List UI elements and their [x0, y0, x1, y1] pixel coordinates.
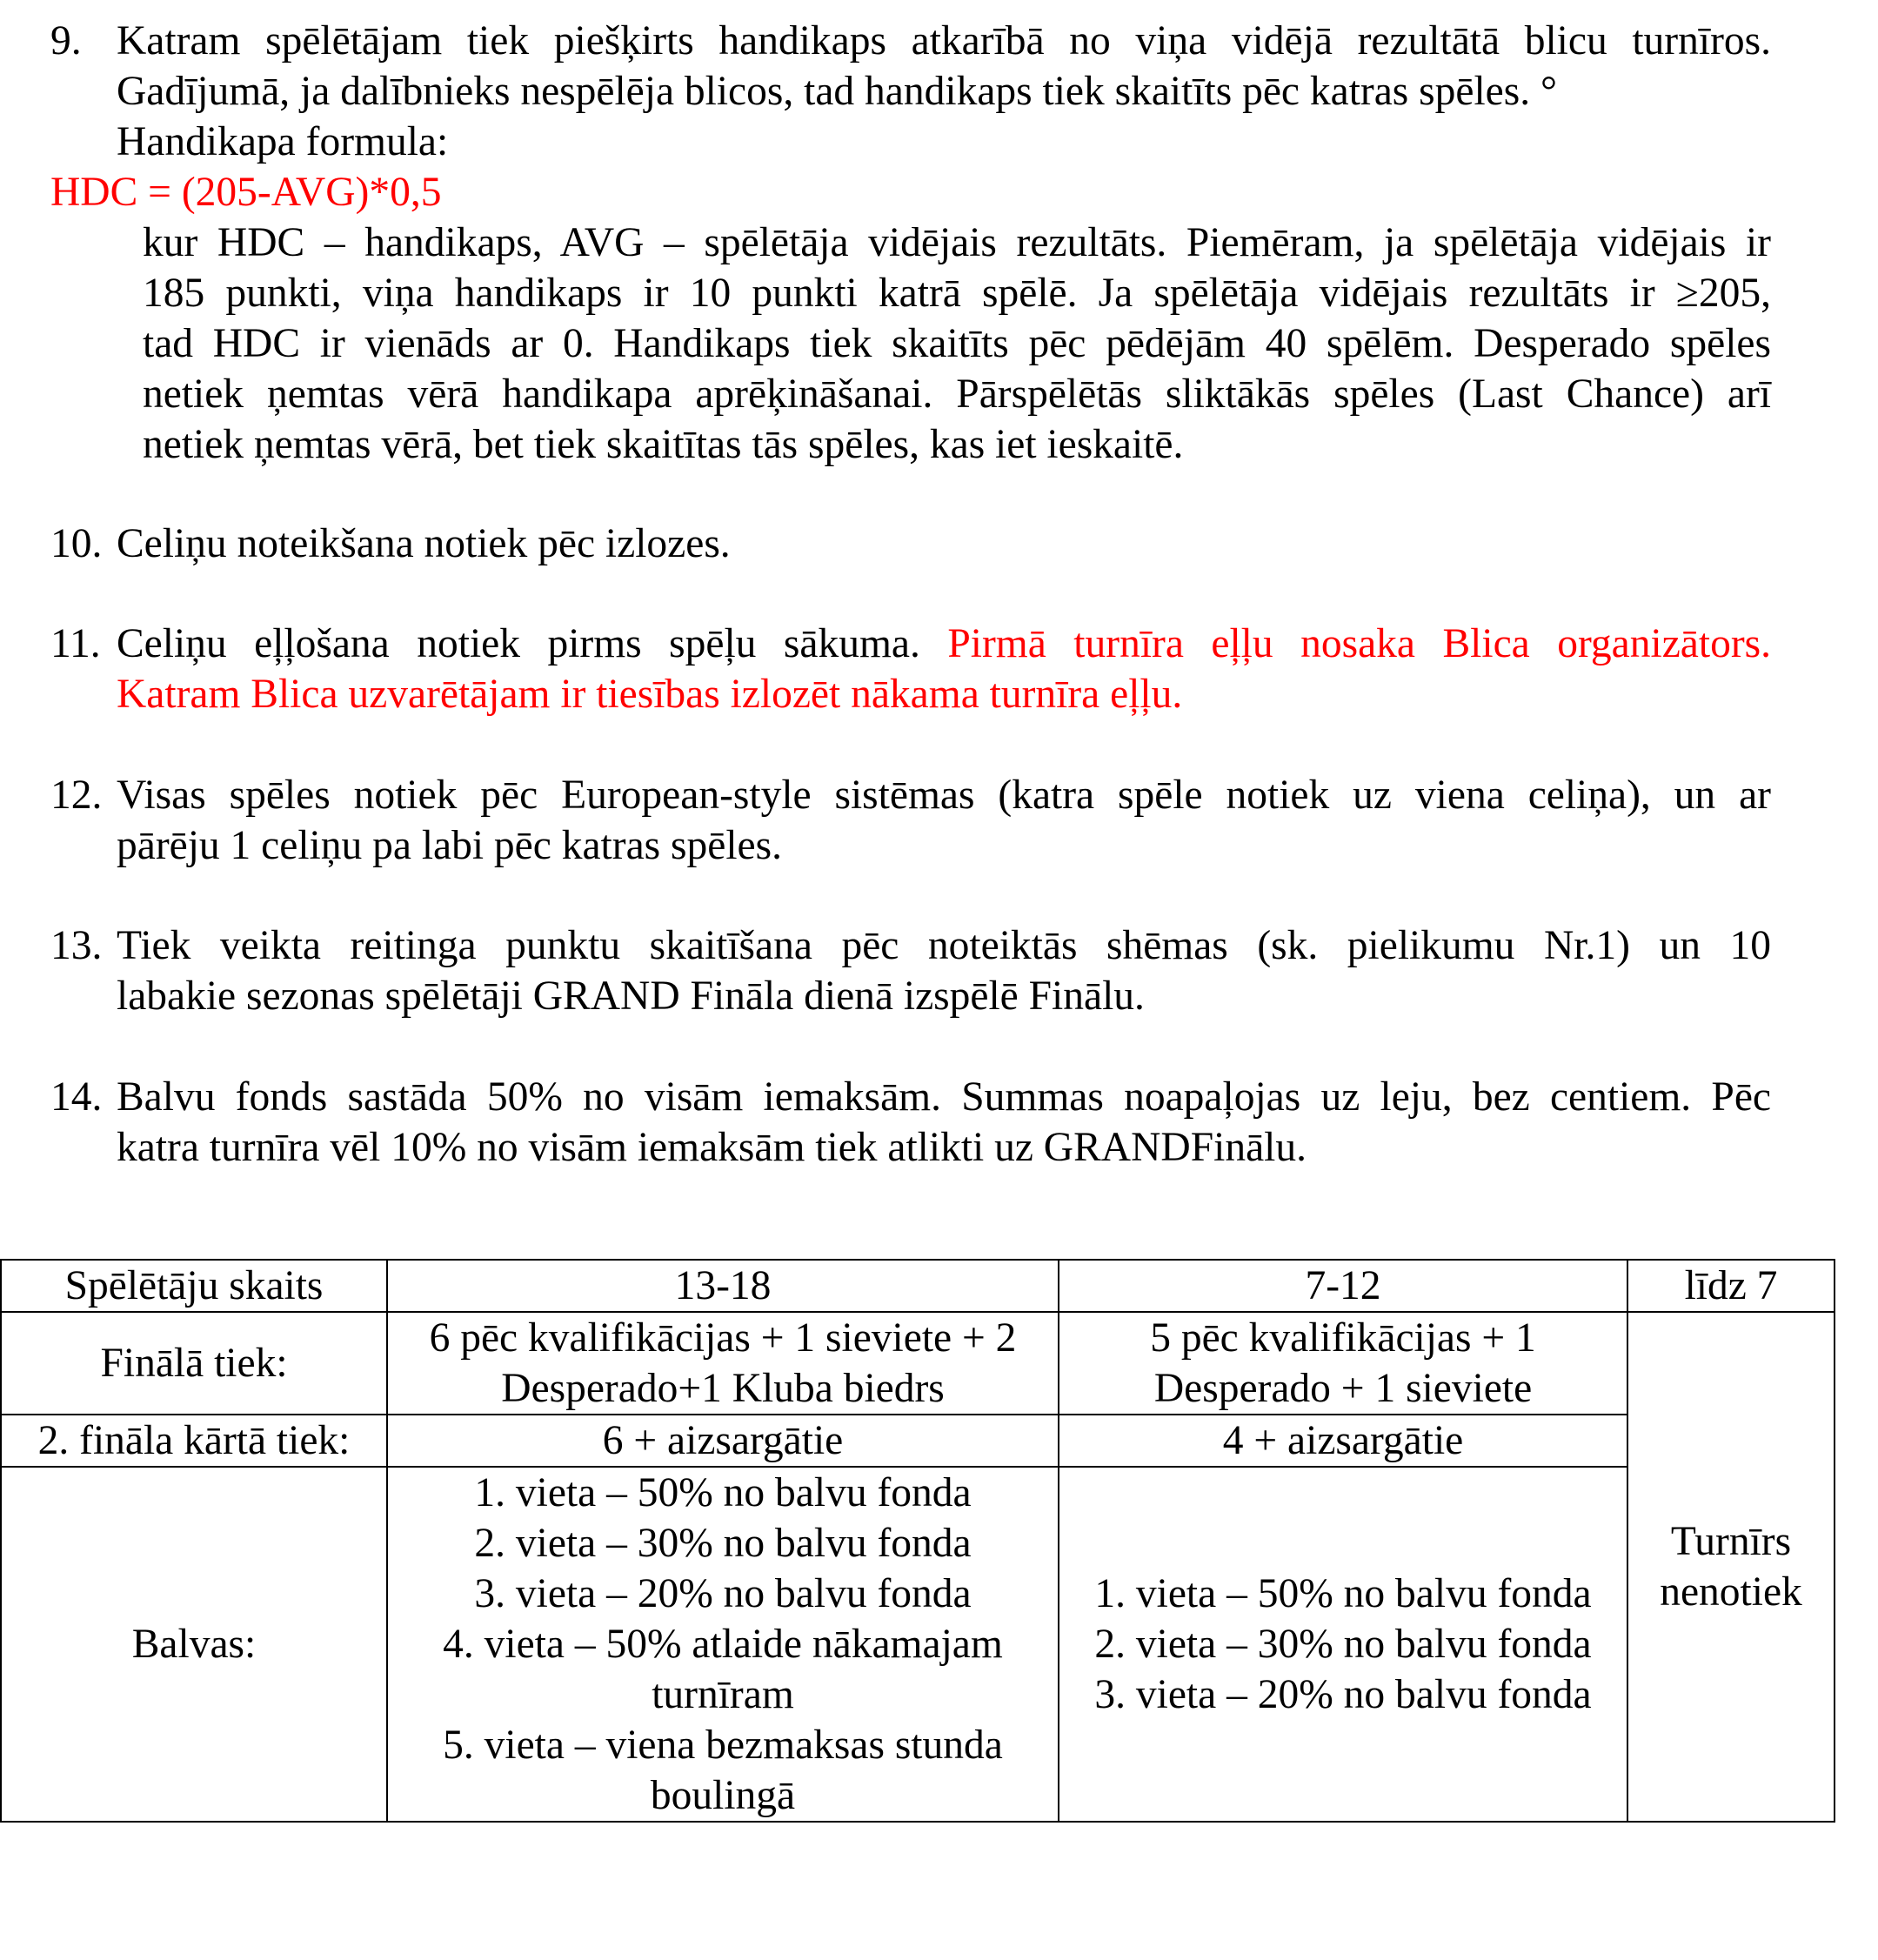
- list-item-9: [50, 16, 1771, 470]
- explanation-line: netiek ņemtas vērā, bet tiek skaitītas tās spēles, kas iet ieskaitē.: [143, 422, 1184, 467]
- list-item-10: [50, 518, 1771, 569]
- cell-line: 3. vieta – 20% no balvu fonda: [474, 1571, 972, 1616]
- item-text-red-line: Katram Blica uzvarētājam ir tiesības izlozēt nākama turnīra eļļu.: [117, 672, 1183, 717]
- item-text-line: pārēju 1 celiņu pa labi pēc katras spēles.: [117, 823, 782, 868]
- item-text-line: Visas spēles notiek pēc European-style sistēmas (katra spēle notiek uz viena celiņa), un ar: [117, 773, 1771, 818]
- cell-line: 2. vieta – 30% no balvu fonda: [1094, 1622, 1592, 1667]
- cell-line: turnīram: [652, 1672, 794, 1717]
- item-text-line: [117, 619, 1771, 669]
- header-cell: Spēlētāju skaits: [1, 1260, 387, 1312]
- item-number: 11.: [50, 621, 101, 666]
- cell-line: 1. vieta – 50% no balvu fonda: [1094, 1571, 1592, 1616]
- cell-line: 5. vieta – viena bezmaksas stunda: [443, 1723, 1003, 1768]
- cell-line: boulingā: [650, 1773, 796, 1818]
- handicap-formula: HDC = (205-AVG)*0,5: [50, 170, 442, 215]
- item-number: 9.: [50, 18, 82, 64]
- explanation-line: netiek ņemtas vērā handikapa aprēķināšanai. Pārspēlētās sliktākās spēles (Last Chance) arī: [143, 371, 1771, 417]
- list-item-12: [50, 770, 1771, 871]
- row-label: Balvas:: [1, 1467, 387, 1822]
- item-number: 14.: [50, 1074, 103, 1120]
- cell-line: Turnīrs: [1670, 1519, 1792, 1564]
- item-text-line: Tiek veikta reitinga punktu skaitīšana pēc noteiktās shēmas (sk. pielikumu Nr.1) un 10: [117, 923, 1771, 968]
- list-item-13: [50, 920, 1771, 1021]
- table-cell: [1059, 1467, 1627, 1822]
- explanation-line: tad HDC ir vienāds ar 0. Handikaps tiek skaitīts pēc pēdējām 40 spēlēm. Desperado spēles: [143, 321, 1771, 366]
- table-row-finals: [1, 1312, 1835, 1415]
- cell-line: 4. vieta – 50% atlaide nākamajam: [443, 1622, 1003, 1667]
- prize-table: [0, 1259, 1835, 1823]
- list-item-11: [50, 619, 1771, 719]
- item-text-black: Celiņu eļļošana notiek pirms spēļu sākuma.: [117, 621, 948, 666]
- cell-line: nenotiek: [1660, 1569, 1802, 1615]
- explanation-line: 185 punkti, viņa handikaps ir 10 punkti katrā spēlē. Ja spēlētāja vidējais rezultāts ir ≥205,: [143, 271, 1771, 316]
- table-row-prizes: [1, 1467, 1835, 1822]
- row-label: Finālā tiek:: [1, 1312, 387, 1415]
- item-number: 12.: [50, 773, 103, 818]
- table-cell: [387, 1467, 1059, 1822]
- item-text-line: katra turnīra vēl 10% no visām iemaksām tiek atlikti uz GRANDFinālu.: [117, 1125, 1307, 1170]
- header-cell: līdz 7: [1627, 1260, 1835, 1312]
- cell-line: 2. vieta – 30% no balvu fonda: [474, 1521, 972, 1566]
- cell-line: Desperado + 1 sieviete: [1153, 1366, 1533, 1411]
- list-item-14: [50, 1072, 1771, 1173]
- cell-line: 1. vieta – 50% no balvu fonda: [474, 1470, 972, 1515]
- header-cell: 7-12: [1059, 1260, 1627, 1312]
- explanation-line: kur HDC – handikaps, AVG – spēlētāja vidējais rezultāts. Piemēram, ja spēlētāja vidējais ir: [143, 220, 1771, 265]
- cell-line: 3. vieta – 20% no balvu fonda: [1094, 1672, 1592, 1717]
- table-cell: 6 + aizsargātie: [387, 1415, 1059, 1467]
- item-text-line: Celiņu noteikšana notiek pēc izlozes.: [117, 521, 731, 566]
- item-number: 13.: [50, 923, 103, 968]
- item-text-line: Gadījumā, ja dalībnieks nespēlēja blicos, tad handikaps tiek skaitīts pēc katras spēles. °: [117, 69, 1557, 114]
- item-text-red: Pirmā turnīra eļļu nosaka Blica organizātors.: [947, 621, 1771, 666]
- item-text-line: Katram spēlētājam tiek piešķirts handikaps atkarībā no viņa vidējā rezultātā blicu turnīros.: [117, 18, 1771, 64]
- table-cell: [387, 1312, 1059, 1415]
- header-cell: 13-18: [387, 1260, 1059, 1312]
- cell-line: 5 pēc kvalifikācijas + 1: [1150, 1315, 1536, 1361]
- row-label: 2. fināla kārtā tiek:: [1, 1415, 387, 1467]
- table-cell: [1059, 1312, 1627, 1415]
- cell-line: Desperado+1 Kluba biedrs: [501, 1366, 945, 1411]
- table-header-row: [1, 1260, 1835, 1312]
- item-text-line: Balvu fonds sastāda 50% no visām iemaksām. Summas noapaļojas uz leju, bez centiem. Pēc: [117, 1074, 1771, 1120]
- item-number: 10.: [50, 521, 103, 566]
- table-cell: 4 + aizsargātie: [1059, 1415, 1627, 1467]
- item-text-line: Handikapa formula:: [117, 119, 449, 164]
- table-row-second-round: [1, 1415, 1835, 1467]
- cell-line: 6 pēc kvalifikācijas + 1 sieviete + 2: [429, 1315, 1017, 1361]
- no-tournament-cell: [1627, 1312, 1835, 1822]
- item-text-line: labakie sezonas spēlētāji GRAND Fināla dienā izspēlē Finālu.: [117, 973, 1145, 1019]
